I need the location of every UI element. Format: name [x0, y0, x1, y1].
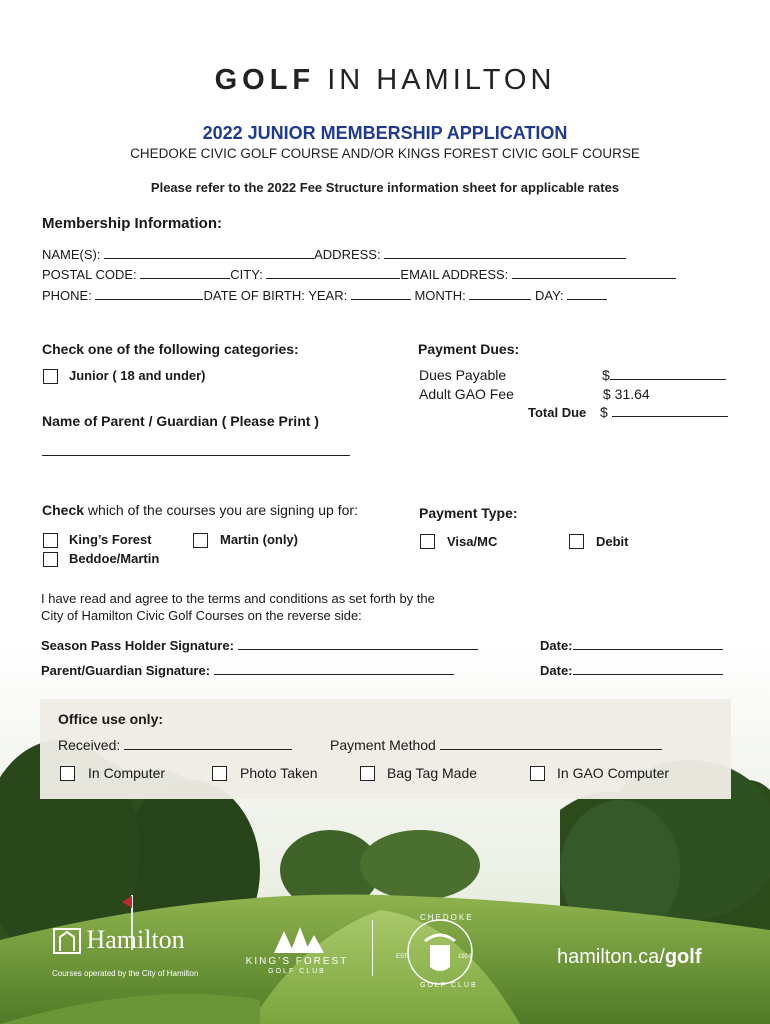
bag-tag-label: Bag Tag Made	[387, 765, 478, 781]
photo-taken-checkbox[interactable]	[212, 766, 227, 781]
kings-forest-logo	[242, 925, 350, 960]
agreement-line-2: City of Hamilton Civic Golf Courses on the reverse side:	[41, 608, 362, 623]
bag-tag-checkbox[interactable]	[360, 766, 375, 781]
operated-by-text: Courses operated by the City of Hamilton	[52, 969, 199, 978]
day-label: DAY:	[535, 288, 564, 303]
tree-icon	[266, 925, 326, 955]
in-gao-label: In GAO Computer	[557, 765, 670, 781]
hamilton-logo	[52, 925, 185, 955]
in-gao-checkbox[interactable]	[530, 766, 545, 781]
guardian-name-field[interactable]	[42, 455, 350, 456]
martin-checkbox[interactable]	[193, 533, 208, 548]
guardian-signature-field[interactable]	[214, 662, 454, 675]
debit-checkbox[interactable]	[569, 534, 584, 549]
url-plain: hamilton.ca/	[557, 946, 665, 968]
dues-payable-field[interactable]	[610, 367, 726, 380]
debit-label: Debit	[596, 534, 629, 549]
date-label-2: Date:	[540, 663, 573, 678]
dob-label: DATE OF BIRTH: YEAR:	[203, 288, 348, 303]
photo-taken-label: Photo Taken	[240, 765, 318, 781]
payment-dues-heading: Payment Dues:	[418, 341, 520, 357]
guardian-signature-row	[41, 662, 454, 678]
phone-dob-row	[42, 287, 607, 303]
payment-method-label: Payment Method	[330, 737, 436, 753]
total-due-label: Total Due	[528, 405, 587, 420]
month-label: MONTH:	[414, 288, 466, 303]
date-row-1	[540, 637, 723, 653]
names-label: NAME(S):	[42, 247, 101, 262]
dob-year-field[interactable]	[351, 287, 411, 300]
season-pass-label: Season Pass Holder Signature:	[41, 638, 234, 653]
brand-wordmark	[0, 64, 770, 97]
postal-label: POSTAL CODE:	[42, 267, 137, 282]
address-label: ADDRESS:	[314, 247, 381, 262]
categories-heading: Check one of the following categories:	[42, 341, 299, 357]
dues-payable-label: Dues Payable	[419, 367, 507, 383]
in-computer-label: In Computer	[88, 765, 166, 781]
kings-forest-checkbox[interactable]	[43, 533, 58, 548]
brand-bold: GOLF	[214, 64, 316, 96]
in-computer-checkbox[interactable]	[60, 766, 75, 781]
total-dollar: $	[600, 404, 608, 420]
visa-checkbox[interactable]	[420, 534, 435, 549]
date-row-2	[540, 662, 723, 678]
kings-forest-text-1: KING’S FOREST	[245, 956, 349, 967]
hamilton-wordmark: Hamilton	[86, 925, 185, 954]
beddoe-martin-label: Beddoe/Martin	[69, 551, 160, 566]
office-heading: Office use only:	[58, 711, 164, 727]
email-label: EMAIL ADDRESS:	[400, 267, 509, 282]
city-field[interactable]	[266, 266, 400, 279]
chedoke-bottom-text: GOLF CLUB	[420, 982, 478, 989]
postal-city-email-row	[42, 266, 676, 282]
visa-label: Visa/MC	[447, 534, 498, 549]
logo-divider	[372, 920, 373, 976]
dues-dollar: $	[602, 367, 610, 383]
gao-fee-amount: $ 31.64	[603, 386, 650, 402]
brand-rest: IN HAMILTON	[327, 64, 556, 96]
season-pass-signature-field[interactable]	[238, 637, 478, 650]
chedoke-top-text: CHEDOKE	[420, 913, 474, 922]
names-field[interactable]	[104, 246, 314, 259]
payment-type-heading: Payment Type:	[419, 505, 518, 521]
website-url[interactable]	[557, 946, 702, 969]
phone-field[interactable]	[95, 287, 203, 300]
chedoke-badge-icon	[405, 915, 475, 990]
form-subtitle: CHEDOKE CIVIC GOLF COURSE AND/OR KINGS FOREST CIVIC GOLF COURSE	[130, 146, 640, 161]
date-label-1: Date:	[540, 638, 573, 653]
chedoke-est: EST.	[396, 954, 409, 960]
received-label: Received:	[58, 737, 121, 753]
guardian-signature-label: Parent/Guardian Signature:	[41, 663, 211, 678]
membership-heading: Membership Information:	[42, 215, 223, 232]
dob-day-field[interactable]	[567, 287, 607, 300]
received-row	[58, 737, 292, 753]
date-field-2[interactable]	[573, 662, 723, 675]
hamilton-crest-icon	[52, 925, 82, 955]
email-field[interactable]	[512, 266, 676, 279]
kings-forest-text-2: GOLF CLUB	[268, 968, 326, 975]
total-due-field[interactable]	[612, 404, 728, 417]
season-pass-signature-row	[41, 637, 478, 653]
dob-month-field[interactable]	[469, 287, 531, 300]
total-due-amount	[600, 404, 728, 420]
martin-label: Martin (only)	[220, 532, 298, 547]
courses-heading	[42, 502, 358, 518]
received-field[interactable]	[124, 737, 292, 750]
payment-method-field[interactable]	[440, 737, 662, 750]
date-field-1[interactable]	[573, 637, 723, 650]
kings-forest-label: King’s Forest	[69, 532, 152, 547]
chedoke-year: 1924	[458, 954, 472, 960]
courses-heading-bold: Check	[42, 502, 85, 518]
courses-heading-rest: which of the courses you are signing up for:	[87, 502, 358, 518]
junior-label: Junior ( 18 and under)	[69, 368, 206, 383]
guardian-label: Name of Parent / Guardian ( Please Print )	[42, 413, 319, 429]
beddoe-martin-checkbox[interactable]	[43, 552, 58, 567]
name-address-row	[42, 246, 626, 262]
dues-payable-amount	[602, 367, 726, 383]
postal-field[interactable]	[140, 266, 230, 279]
city-label: CITY:	[230, 267, 263, 282]
payment-method-row	[330, 737, 662, 753]
gao-fee-label: Adult GAO Fee	[419, 386, 514, 402]
phone-label: PHONE:	[42, 288, 92, 303]
form-title: 2022 JUNIOR MEMBERSHIP APPLICATION	[202, 123, 568, 143]
junior-checkbox[interactable]	[43, 369, 58, 384]
address-field[interactable]	[384, 246, 626, 259]
agreement-line-1: I have read and agree to the terms and conditions as set forth by the	[41, 591, 435, 606]
url-bold: golf	[664, 946, 702, 968]
fee-note: Please refer to the 2022 Fee Structure information sheet for applicable rates	[150, 180, 620, 195]
